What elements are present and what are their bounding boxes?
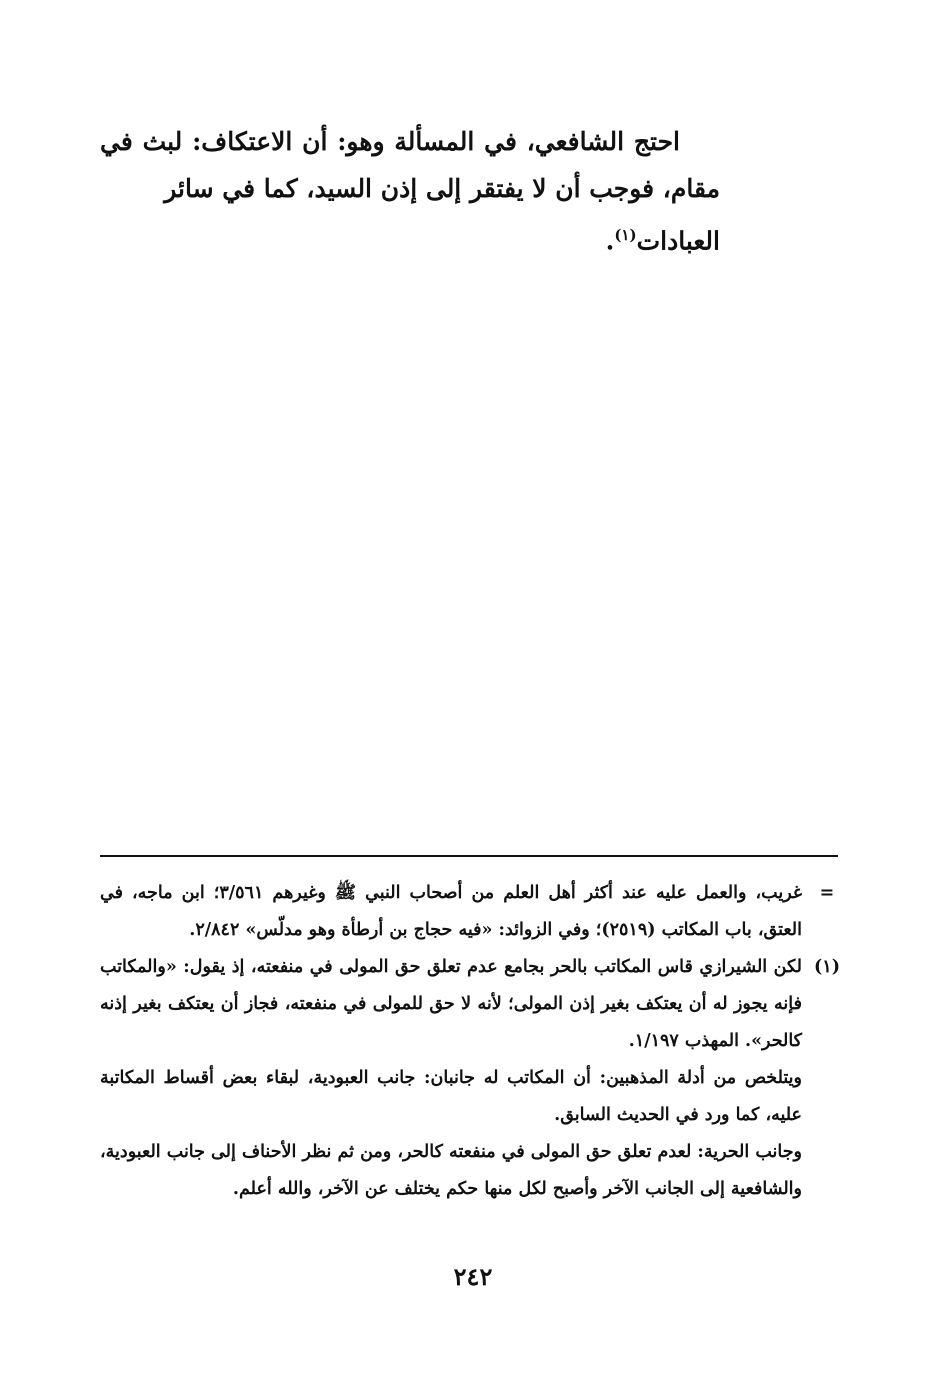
footnote-1-marker: (١)	[814, 957, 840, 977]
continuation-text: غريب، والعمل عليه عند أكثر أهل العلم من أصحاب النبي ﷺ وغيرهم ٣/٥٦١؛ ابن ماجه، في العتق، باب المكاتب (٢٥١٩)؛ وفي الزوائد: «فيه حجاج بن أرطأة وهو مدلّس» ٢/٨٤٢.	[100, 883, 802, 940]
footnote-1-paragraph-1: لكن الشيرازي قاس المكاتب بالحر بجامع عدم تعلق حق المولى في منفعته، إذ يقول: «والمكاتب فإنه يجوز له أن يعتكف بغير إذن المولى؛ لأنه لا حق للمولى في منفعته، فجاز أن يعتكف بغير إذنه كالحر». المهذب ١/١٩٧.	[100, 957, 802, 1051]
footnote-1-paragraph-3: وجانب الحرية: لعدم تعلق حق المولى في منفعته كالحر، ومن ثم نظر الأحناف إلى جانب العبودية، والشافعية إلى الجانب الآخر وأصبح لكل منها حكم يختلف عن الآخر، والله أعلم.	[100, 1142, 802, 1199]
main-line-3: العبادات	[636, 226, 720, 256]
main-paragraph	[100, 118, 720, 264]
footnote-reference[interactable]: (١)	[614, 226, 637, 244]
final-period: .	[605, 226, 615, 256]
page-number: ٢٤٢	[453, 1262, 493, 1291]
footnotes-section	[100, 875, 846, 1208]
main-line-1: احتج الشافعي، في المسألة وهو: أن الاعتكاف: لبث في	[100, 127, 680, 156]
footnote-1	[100, 949, 846, 1208]
main-line-2: مقام، فوجب أن لا يفتقر إلى إذن السيد، كما في سائر	[164, 174, 720, 203]
footnote-continuation	[100, 875, 846, 949]
footnote-separator	[100, 855, 838, 857]
continuation-marker: =	[819, 883, 835, 903]
footnote-1-paragraph-2: ويتلخص من أدلة المذهبين: أن المكاتب له جانبان: جانب العبودية، لبقاء بعض أقساط المكاتبة عليه، كما ورد في الحديث السابق.	[100, 1068, 802, 1125]
